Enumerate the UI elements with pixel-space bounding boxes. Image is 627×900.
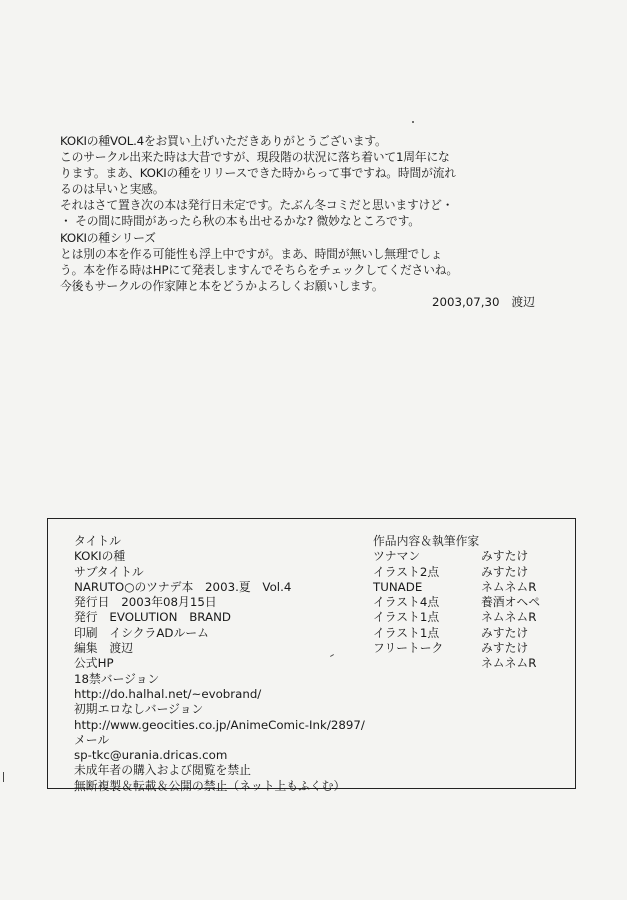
colophon-line: メール xyxy=(74,732,110,747)
colophon-publication-info xyxy=(74,534,374,794)
colophon-line: サブタイトル xyxy=(74,564,144,579)
credit-row xyxy=(373,565,573,580)
letter-line: KOKIの種VOL.4をお買い上げいただきありがとうございます。 xyxy=(60,134,387,148)
scan-speck xyxy=(412,121,414,123)
colophon-url: http://www.geocities.co.jp/AnimeComic-Ink/2897/ xyxy=(74,717,365,732)
afterword-letter xyxy=(60,133,560,294)
letter-line: るのは早いと実感。 xyxy=(60,182,165,197)
credit-row xyxy=(373,641,573,656)
colophon-line: タイトル xyxy=(74,534,121,548)
letter-line: ります。まあ、KOKIの種をリリースできた時からって事ですね。時間が流れ xyxy=(60,166,456,181)
colophon-line: NARUTO○のツナデ本 2003.夏 Vol.4 xyxy=(74,579,292,594)
colophon-line: 編集 渡辺 xyxy=(74,641,133,656)
credit-row xyxy=(373,626,573,641)
credit-author: みすたけ xyxy=(481,625,529,640)
credit-author: ネムネムR xyxy=(481,656,537,671)
colophon-box xyxy=(47,518,576,793)
colophon-line: 印刷 イシクラADルーム xyxy=(74,625,209,640)
credits-title: 作品内容＆執筆作家 xyxy=(373,534,480,548)
colophon-url: http://do.halhal.net/~evobrand/ xyxy=(74,686,262,701)
credit-row xyxy=(373,595,573,610)
credit-author: みすたけ xyxy=(481,641,529,656)
colophon-line: KOKIの種 xyxy=(74,549,126,564)
credit-author: みすたけ xyxy=(481,549,529,564)
colophon-line: 18禁バージョン xyxy=(74,671,160,686)
letter-line: それはさて置き次の本は発行日未定です。たぶん冬コミだと思いますけど・ xyxy=(60,198,454,213)
credit-role: イラスト2点 xyxy=(373,564,440,579)
colophon-line: 発行日 2003年08月15日 xyxy=(74,595,217,610)
credit-row xyxy=(373,549,573,564)
colophon-email: sp-tkc@urania.dricas.com xyxy=(74,748,228,763)
credit-role: フリートーク xyxy=(373,641,444,656)
letter-line: とは別の本を作る可能性も浮上中ですが。まあ、時間が無いし無理でしょ xyxy=(60,246,443,261)
scan-speck xyxy=(3,772,4,782)
colophon-line: 発行 EVOLUTION BRAND xyxy=(74,610,231,625)
credit-author: みすたけ xyxy=(481,564,529,579)
credit-role: イラスト4点 xyxy=(373,595,440,610)
credit-author: ネムネムR xyxy=(481,610,537,625)
colophon-line: 未成年者の購入および閲覧を禁止 xyxy=(74,763,251,778)
letter-line: このサークル出来た時は大昔ですが、現段階の状況に落ち着いて1周年にな xyxy=(60,150,450,165)
letter-line: ・ その間に時間があったら秋の本も出せるかな? 微妙なところです。 xyxy=(60,214,420,229)
credit-author: 養酒オヘペ xyxy=(481,595,540,610)
credit-role: TUNADE xyxy=(373,579,423,594)
letter-line: 今後もサークルの作家陣と本をどうかよろしくお願いします。 xyxy=(60,278,384,293)
colophon-credits xyxy=(373,534,573,672)
colophon-line: 初期エロなしバージョン xyxy=(74,702,204,717)
colophon-line: 公式HP xyxy=(74,656,114,671)
letter-line: KOKIの種シリーズ xyxy=(60,230,156,245)
colophon-line: 無断複製＆転載＆公開の禁止（ネット上もふくむ） xyxy=(74,778,346,793)
credit-role: イラスト1点 xyxy=(373,625,440,640)
letter-signature: 2003,07,30 渡辺 xyxy=(432,295,535,309)
credit-row xyxy=(373,580,573,595)
credit-role: イラスト1点 xyxy=(373,610,440,625)
credit-row xyxy=(373,656,573,671)
credit-author: ネムネムR xyxy=(481,579,537,594)
credit-row xyxy=(373,610,573,625)
credit-role: ツナマン xyxy=(373,549,421,564)
letter-line: う。本を作る時はHPにて発表しますんでそちらをチェックしてくださいね。 xyxy=(60,262,458,277)
